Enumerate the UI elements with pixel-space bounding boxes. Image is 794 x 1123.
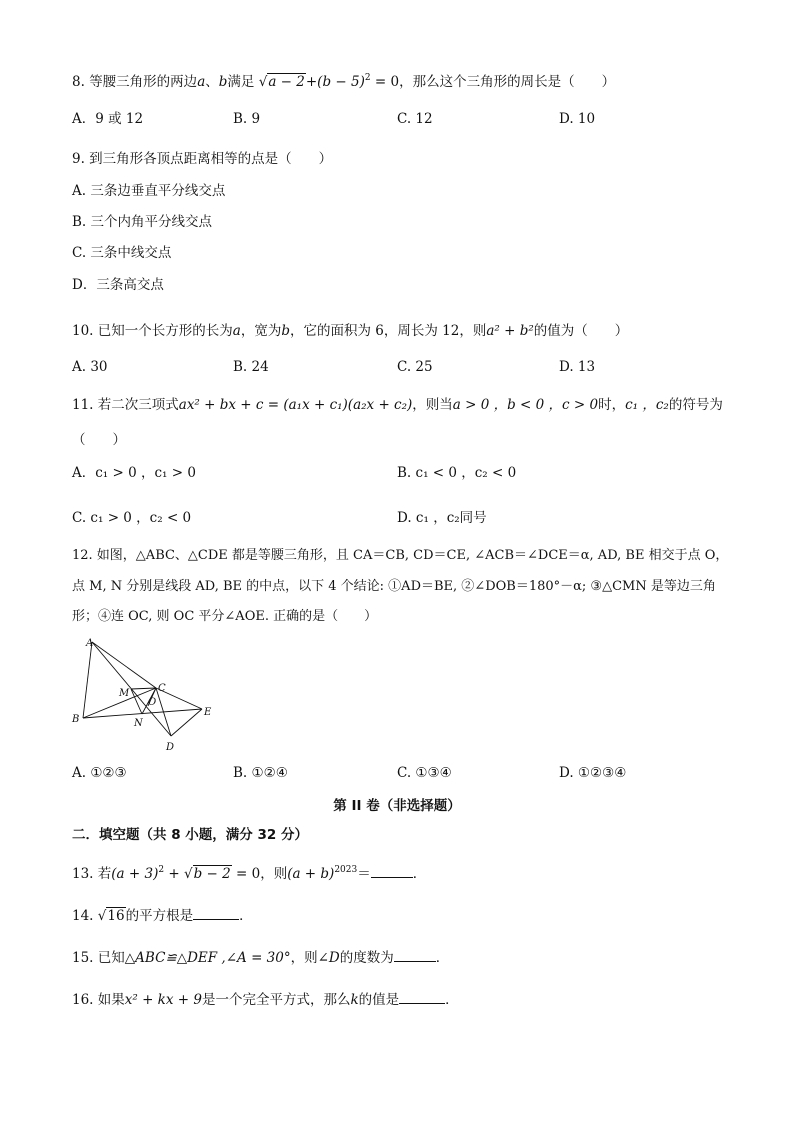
- q10-option-a: A. 30: [72, 359, 108, 375]
- segment-ac: [92, 642, 156, 688]
- q16-answer-blank[interactable]: [399, 989, 445, 1004]
- q11-option-b: B. c₁ < 0 ，c₂ < 0: [397, 465, 517, 481]
- q11-option-c: C. c₁ > 0 ，c₂ < 0: [72, 510, 192, 526]
- q16-stem: 16. 如果x² + kx + 9是一个完全平方式，那么k的值是 ．: [72, 989, 459, 1009]
- label-o: O: [148, 697, 157, 708]
- label-a: A: [86, 638, 94, 649]
- q9-option-b: B. 三个内角平分线交点: [72, 214, 213, 230]
- geometry-figure: [68, 634, 218, 754]
- q11-paren: （ ）: [72, 432, 126, 448]
- label-b: B: [72, 714, 80, 725]
- q9-stem: 9. 到三角形各顶点距离相等的点是（ ）: [72, 151, 333, 167]
- sqrt-symbol: √: [97, 908, 107, 924]
- q8-option-a: A．9 或 12: [72, 111, 144, 127]
- segment-mn: [131, 689, 142, 714]
- label-d: D: [166, 742, 175, 753]
- q12-option-a: A. ①②③: [72, 765, 127, 781]
- sqrt-symbol: √: [183, 866, 193, 882]
- label-e: E: [204, 707, 212, 718]
- section-2-title: 二．填空题（共 8 小题，满分 32 分）: [72, 827, 308, 843]
- label-m: M: [119, 688, 130, 699]
- q10-option-d: D. 13: [559, 359, 596, 375]
- q9-option-d: D．三条高交点: [72, 277, 164, 293]
- q12-option-c: C. ①③④: [397, 765, 452, 781]
- q15-stem: 15. 已知△ABC≌△DEF ,∠A = 30°，则∠D的度数为 ．: [72, 947, 449, 967]
- q12-option-d: D. ①②③④: [559, 765, 627, 781]
- q10-option-c: C. 25: [397, 359, 433, 375]
- segment-ab: [83, 642, 92, 718]
- q8-option-b: B. 9: [233, 111, 261, 127]
- q13-stem: 13. 若$(a + 3)^2 + √b - 2 = 0$，则$(a + b)^{2023}=$ ．: [72, 865, 427, 882]
- sqrt-symbol: √: [258, 74, 268, 90]
- segment-de: [171, 709, 202, 736]
- q14-stem: 14. √16的平方根是 ．: [72, 905, 253, 925]
- q8-stem: 8. 等腰三角形的两边a、b满足 $√a - 2+(b - 5)^2 = 0$，那么这个三角形的周长是（ ）: [72, 73, 616, 90]
- q10-option-b: B. 24: [233, 359, 269, 375]
- q8-option-d: D. 10: [559, 111, 596, 127]
- q11-option-a: A．c₁ > 0 ，c₁ > 0: [72, 465, 196, 481]
- part-2-title: 第 II 卷（非选择题）: [333, 798, 461, 814]
- q14-answer-blank[interactable]: [193, 905, 239, 920]
- q11-option-d: D. c₁ ，c₂同号: [397, 510, 487, 526]
- q10-stem: 10. 已知一个长方形的长为a，宽为b，它的面积为 6，周长为 12，则a² + b²的值为（ ）: [72, 323, 629, 339]
- q12-line3: 形；④连 OC, 则 OC 平分∠AOE. 正确的是（ ）: [72, 609, 378, 624]
- q9-option-c: C. 三条中线交点: [72, 245, 172, 261]
- segment-mc: [131, 688, 156, 689]
- q8-option-c: C. 12: [397, 111, 433, 127]
- q11-stem: 11. 若二次三项式ax² + bx + c = (a₁x + c₁)(a₂x + c₂)，则当a > 0 ，b < 0 ，c > 0时，c₁ ，c₂的符号为: [72, 397, 723, 413]
- label-c: C: [158, 683, 166, 694]
- label-n: N: [134, 718, 143, 729]
- q12-option-b: B. ①②④: [233, 765, 288, 781]
- q12-line1: 12. 如图，△ABC、△CDE 都是等腰三角形，且 CA＝CB, CD＝CE, ∠ACB＝∠DCE＝α, AD, BE 相交于点 O，: [72, 548, 729, 563]
- q9-option-a: A. 三条边垂直平分线交点: [72, 183, 226, 199]
- q12-line2: 点 M, N 分别是线段 AD, BE 的中点，以下 4 个结论: ①AD＝BE, ②∠DOB＝180°－α; ③△CMN 是等边三角: [72, 579, 716, 594]
- q13-answer-blank[interactable]: [371, 863, 413, 878]
- q15-answer-blank[interactable]: [394, 947, 436, 962]
